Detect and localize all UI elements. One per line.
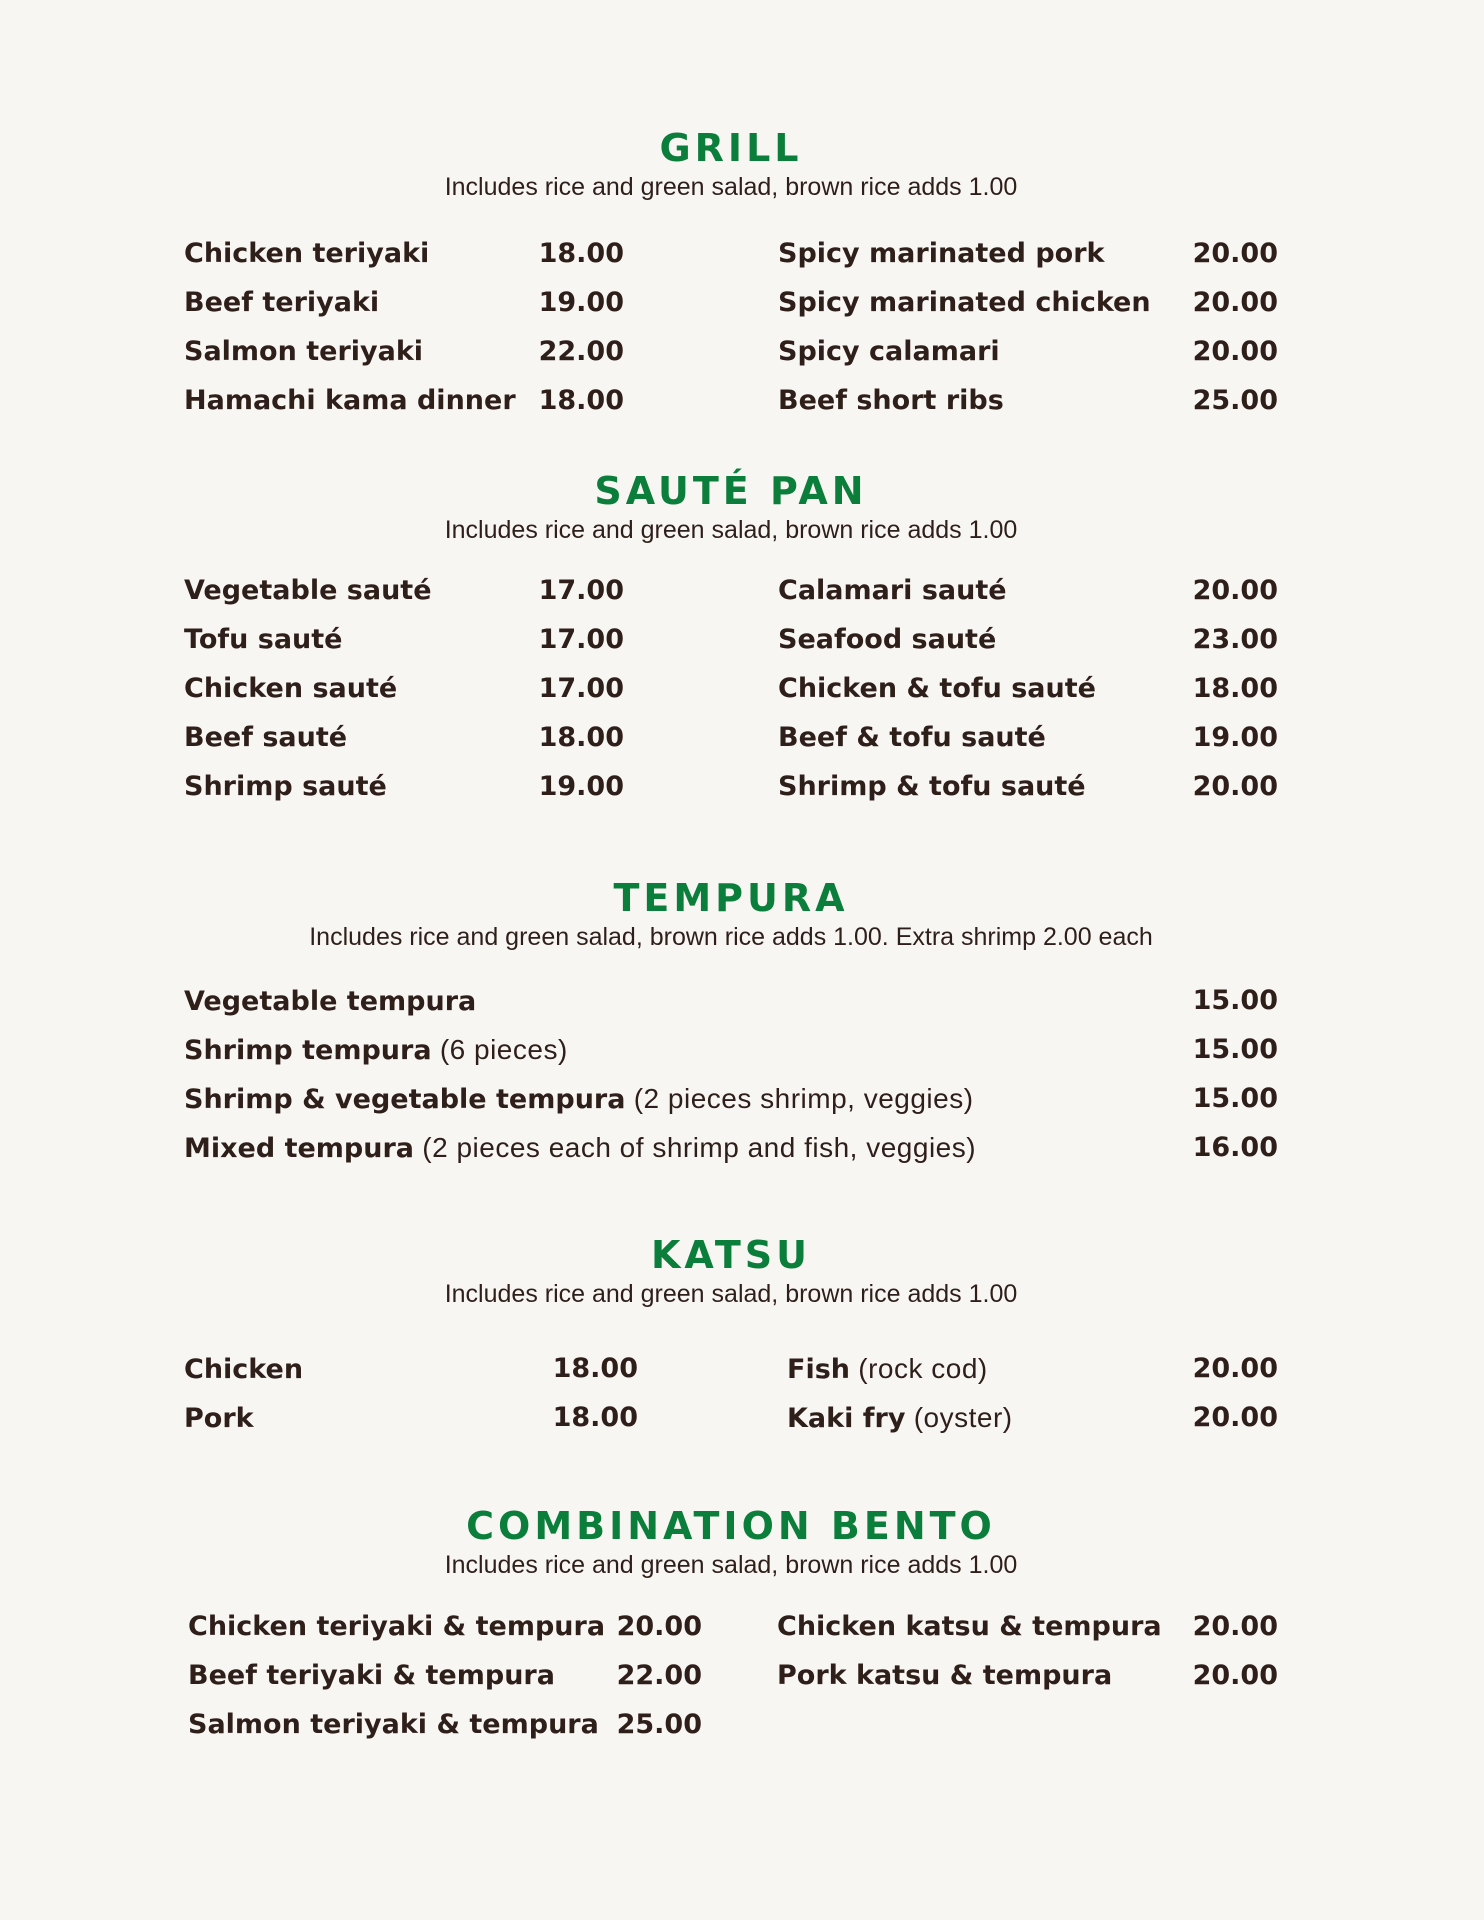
- grill-section: [184, 124, 1278, 424]
- saute-item-name: Shrimp & tofu sauté: [778, 771, 1086, 802]
- tempura-item: [184, 1030, 568, 1070]
- saute-item-price: 17.00: [538, 575, 624, 606]
- grill-item-name: Spicy marinated chicken: [778, 287, 1151, 318]
- saute-item-name: Chicken & tofu sauté: [778, 673, 1096, 704]
- grill-item-name: Spicy marinated pork: [778, 238, 1105, 269]
- bento-title: COMBINATION BENTO: [466, 1504, 996, 1548]
- bento-item-name: Chicken katsu & tempura: [777, 1611, 1162, 1642]
- bento-subtitle: Includes rice and green salad, brown rice adds 1.00: [444, 1551, 1018, 1579]
- bento-item-price: 20.00: [1192, 1611, 1278, 1642]
- katsu-item-price: 20.00: [1192, 1402, 1278, 1433]
- grill-title: GRILL: [659, 126, 803, 170]
- tempura-item-note: (2 pieces shrimp, veggies): [625, 1083, 974, 1114]
- tempura-subtitle: Includes rice and green salad, brown rice adds 1.00. Extra shrimp 2.00 each: [309, 923, 1153, 951]
- grill-item-price: 18.00: [538, 238, 624, 269]
- katsu-item: [184, 1398, 254, 1438]
- katsu-item-price: 18.00: [552, 1402, 638, 1433]
- grill-item-name: Chicken teriyaki: [184, 238, 430, 269]
- bento-item-name: Beef teriyaki & tempura: [188, 1660, 555, 1691]
- bento-item-name: Chicken teriyaki & tempura: [188, 1611, 606, 1642]
- tempura-item-name: Vegetable tempura: [184, 986, 477, 1017]
- tempura-item-price: 15.00: [1192, 1034, 1278, 1065]
- bento-item-price: 25.00: [616, 1709, 702, 1740]
- tempura-item-name: Mixed tempura: [184, 1133, 415, 1164]
- saute-item-name: Beef & tofu sauté: [778, 722, 1046, 753]
- katsu-item-name: Chicken: [184, 1354, 304, 1385]
- saute-item-name: Chicken sauté: [184, 673, 398, 704]
- katsu-item-note: (oyster): [905, 1402, 1013, 1433]
- tempura-item-name: Shrimp & vegetable tempura: [184, 1084, 626, 1115]
- bento-item-price: 22.00: [616, 1660, 702, 1691]
- grill-item-name: Salmon teriyaki: [184, 336, 424, 367]
- tempura-item: [184, 981, 476, 1021]
- tempura-item-name: Shrimp tempura: [184, 1035, 432, 1066]
- katsu-item-note: (rock cod): [850, 1353, 988, 1384]
- saute-item-price: 19.00: [1192, 722, 1278, 753]
- bento-item-price: 20.00: [1192, 1660, 1278, 1691]
- grill-item-price: 20.00: [1192, 287, 1278, 318]
- saute-item-name: Seafood sauté: [778, 624, 997, 655]
- grill-item-price: 20.00: [1192, 238, 1278, 269]
- grill-item-name: Hamachi kama dinner: [184, 385, 516, 416]
- grill-item-price: 18.00: [538, 385, 624, 416]
- bento-item-price: 20.00: [616, 1611, 702, 1642]
- saute-item-price: 20.00: [1192, 575, 1278, 606]
- saute-item-price: 18.00: [1192, 673, 1278, 704]
- grill-item-price: 25.00: [1192, 385, 1278, 416]
- tempura-section: [184, 874, 1278, 1174]
- grill-item-name: Beef teriyaki: [184, 287, 380, 318]
- saute-item-name: Calamari sauté: [778, 575, 1007, 606]
- grill-subtitle: Includes rice and green salad, brown rice adds 1.00: [444, 173, 1018, 201]
- tempura-item: [184, 1128, 976, 1168]
- saute-item-price: 19.00: [538, 771, 624, 802]
- tempura-item-note: (2 pieces each of shrimp and fish, veggies): [414, 1132, 977, 1163]
- katsu-section: [184, 1231, 1278, 1451]
- saute-subtitle: Includes rice and green salad, brown rice adds 1.00: [444, 516, 1018, 544]
- grill-item-price: 20.00: [1192, 336, 1278, 367]
- saute-item-price: 18.00: [538, 722, 624, 753]
- grill-item-price: 22.00: [538, 336, 624, 367]
- katsu-item-price: 20.00: [1192, 1353, 1278, 1384]
- saute-item-name: Beef sauté: [184, 722, 348, 753]
- saute-item-name: Shrimp sauté: [184, 771, 387, 802]
- katsu-item-price: 18.00: [552, 1353, 638, 1384]
- katsu-item: [184, 1349, 303, 1389]
- grill-item-name: Spicy calamari: [778, 336, 1000, 367]
- saute-item-name: Vegetable sauté: [184, 575, 432, 606]
- saute-item-price: 17.00: [538, 673, 624, 704]
- tempura-item-price: 15.00: [1192, 1083, 1278, 1114]
- tempura-item: [184, 1079, 974, 1119]
- katsu-item-name: Pork: [184, 1403, 254, 1434]
- bento-section: [184, 1502, 1278, 1762]
- tempura-item-price: 16.00: [1192, 1132, 1278, 1163]
- saute-item-price: 23.00: [1192, 624, 1278, 655]
- katsu-item: [787, 1349, 988, 1389]
- tempura-item-note: (6 pieces): [431, 1034, 568, 1065]
- katsu-item-name: Fish: [787, 1354, 850, 1385]
- grill-item-name: Beef short ribs: [778, 385, 1004, 416]
- grill-item-price: 19.00: [538, 287, 624, 318]
- saute-item-price: 17.00: [538, 624, 624, 655]
- tempura-title: TEMPURA: [613, 876, 849, 920]
- tempura-item-price: 15.00: [1192, 985, 1278, 1016]
- saute-item-price: 20.00: [1192, 771, 1278, 802]
- katsu-title: KATSU: [650, 1233, 812, 1277]
- katsu-item: [787, 1398, 1013, 1438]
- bento-item-name: Salmon teriyaki & tempura: [188, 1709, 599, 1740]
- katsu-subtitle: Includes rice and green salad, brown rice adds 1.00: [444, 1280, 1018, 1308]
- saute-item-name: Tofu sauté: [184, 624, 343, 655]
- saute-section: [184, 467, 1278, 817]
- saute-title: SAUTÉ PAN: [594, 469, 868, 513]
- katsu-item-name: Kaki fry: [787, 1403, 906, 1434]
- bento-item-name: Pork katsu & tempura: [777, 1660, 1113, 1691]
